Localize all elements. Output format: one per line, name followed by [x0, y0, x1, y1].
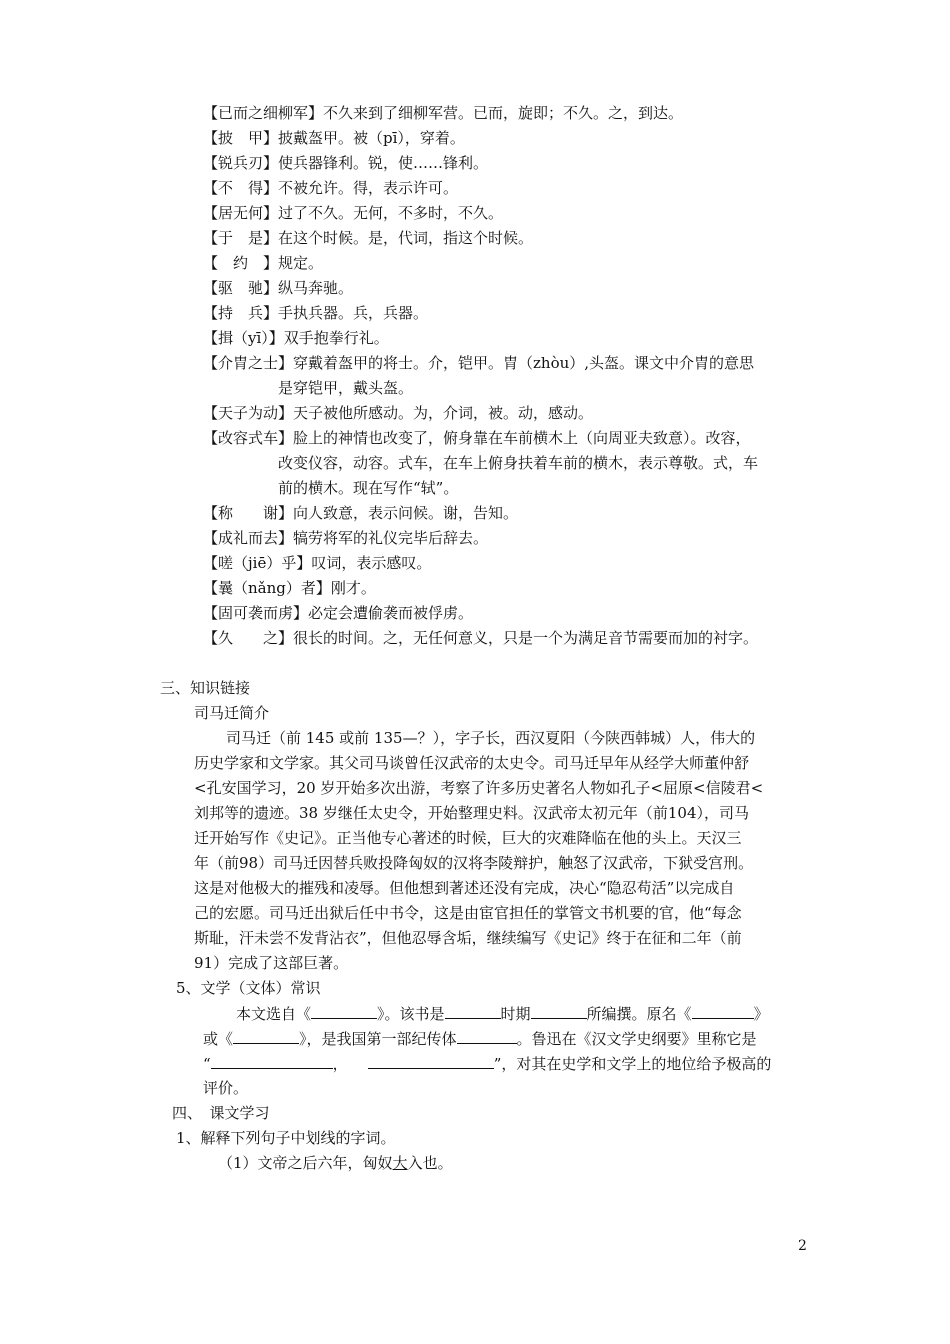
glossary-entry: 【嗟（jiē）乎】叹词，表示感叹。 — [203, 554, 432, 572]
fill-line — [236, 1003, 769, 1024]
fill-text: 》 — [753, 1005, 769, 1023]
glossary-entry: 【驱 驰】纵马奔驰。 — [203, 279, 354, 297]
bio-line: 历史学家和文学家。其父司马谈曾任汉武帝的太史令。司马迁早年从经学大师董仲舒 — [194, 754, 750, 772]
glossary-entry: 【居无何】过了不久。无何，不多时，不久。 — [203, 204, 504, 222]
page-number: 2 — [798, 1238, 807, 1254]
bio-line: 己的宏愿。司马迁出狱后任中书令，这是由宦官担任的掌管文书机要的官，他“每念 — [194, 904, 742, 922]
answer-blank[interactable] — [211, 1053, 333, 1069]
answer-blank[interactable] — [445, 1003, 501, 1019]
answer-blank[interactable] — [457, 1028, 517, 1044]
fill-text: 时期 — [500, 1005, 531, 1023]
fill-line — [203, 1053, 771, 1074]
question-item — [218, 1153, 453, 1173]
answer-blank[interactable] — [692, 1003, 754, 1019]
fill-text: 或《 — [203, 1030, 234, 1048]
glossary-entry-continuation: 改变仪容，动容。式车，在车上俯身扶着车前的横木，表示尊敬。式，车 — [278, 454, 759, 472]
glossary-entry: 【持 兵】手执兵器。兵，兵器。 — [203, 304, 429, 322]
fill-text: 本文选自《 — [236, 1005, 312, 1023]
underlined-word: 大 — [392, 1154, 408, 1172]
glossary-entry: 【揖（yī）】双手抱拳行礼。 — [203, 329, 389, 347]
fill-text: 所编撰。原名《 — [586, 1005, 692, 1023]
item-title: 5、文学（文体）常识 — [176, 979, 321, 997]
glossary-entry: 【锐兵刃】使兵器锋利。锐，使……锋利。 — [203, 154, 489, 172]
fill-line — [203, 1028, 757, 1049]
bio-line: 司马迁（前 145 或前 135—？），字子长，西汉夏阳（今陕西韩城）人，伟大的 — [226, 729, 756, 747]
bio-line: 刘邦等的遗迹。38 岁继任太史令，开始整理史料。汉武帝太初元年（前104），司马 — [194, 804, 749, 822]
answer-blank[interactable] — [531, 1003, 587, 1019]
question-title: 1、解释下列句子中划线的字词。 — [176, 1129, 396, 1147]
glossary-entry: 【介胄之士】穿戴着盔甲的将士。介，铠甲。胄（zhòu）,头盔。课文中介胄的意思 — [203, 354, 755, 372]
glossary-entry: 【 约 】规定。 — [203, 254, 324, 272]
glossary-entry: 【成礼而去】犒劳将军的礼仪完毕后辞去。 — [203, 529, 489, 547]
answer-blank[interactable] — [311, 1003, 377, 1019]
fill-text: 。鲁迅在《汉文学史纲要》里称它是 — [516, 1030, 757, 1048]
glossary-entry-continuation: 前的横木。现在写作“轼”。 — [278, 479, 459, 497]
fill-text: ， — [332, 1055, 348, 1073]
glossary-entry: 【不 得】不被允许。得，表示许可。 — [203, 179, 459, 197]
bio-line: 斯耻，汗未尝不发背沾衣”，但他忍辱含垢，继续编写《史记》终于在征和二年（前 — [194, 929, 742, 947]
fill-text: 》。该书是 — [377, 1005, 445, 1023]
bio-line: 迁开始写作《史记》。正当他专心著述的时候，巨大的灾难降临在他的头上。天汉三 — [194, 829, 742, 847]
glossary-entry: 【曩（nǎng）者】刚才。 — [203, 579, 376, 597]
subheading: 司马迁简介 — [194, 704, 270, 722]
glossary-entry: 【改容式车】脸上的神情也改变了，俯身靠在车前横木上（向周亚夫致意）。改容， — [203, 429, 751, 447]
answer-blank[interactable] — [368, 1053, 494, 1069]
answer-blank[interactable] — [233, 1028, 299, 1044]
glossary-entry: 【披 甲】披戴盔甲。被（pī），穿着。 — [203, 129, 465, 147]
glossary-entry: 【已而之细柳军】不久来到了细柳军营。已而，旋即；不久。之，到达。 — [203, 104, 684, 122]
bio-line: 年（前98）司马迁因替兵败投降匈奴的汉将李陵辩护，触怒了汉武帝，下狱受宫刑。 — [194, 854, 754, 872]
glossary-entry: 【天子为动】天子被他所感动。为，介词，被。动，感动。 — [203, 404, 594, 422]
bio-line: 91）完成了这部巨著。 — [194, 954, 349, 972]
section-heading: 四、 课文学习 — [172, 1104, 270, 1122]
fill-line: 评价。 — [203, 1079, 249, 1097]
glossary-entry: 【称 谢】向人致意，表示问候。谢，告知。 — [203, 504, 519, 522]
glossary-entry-continuation: 是穿铠甲，戴头盔。 — [278, 379, 414, 397]
question-text: （1）文帝之后六年，匈奴 — [218, 1154, 393, 1172]
question-text: 入也。 — [407, 1154, 453, 1172]
fill-text: ”，对其在史学和文学上的地位给予极高的 — [493, 1055, 772, 1073]
fill-text: 》，是我国第一部纪传体 — [299, 1030, 457, 1048]
bio-line: <孔安国学习，20 岁开始多次出游，考察了许多历史著名人物如孔子<屈原<信陵君< — [194, 779, 764, 797]
glossary-entry: 【于 是】在这个时候。是，代词，指这个时候。 — [203, 229, 534, 247]
fill-text: “ — [203, 1055, 211, 1073]
glossary-entry: 【久 之】很长的时间。之，无任何意义，只是一个为满足音节需要而加的衬字。 — [203, 629, 759, 647]
section-heading: 三、知识链接 — [160, 679, 251, 697]
glossary-entry: 【固可袭而虏】必定会遭偷袭而被俘虏。 — [203, 604, 474, 622]
bio-line: 这是对他极大的摧残和凌辱。但他想到著述还没有完成，决心“隐忍苟活”以完成自 — [194, 879, 735, 897]
